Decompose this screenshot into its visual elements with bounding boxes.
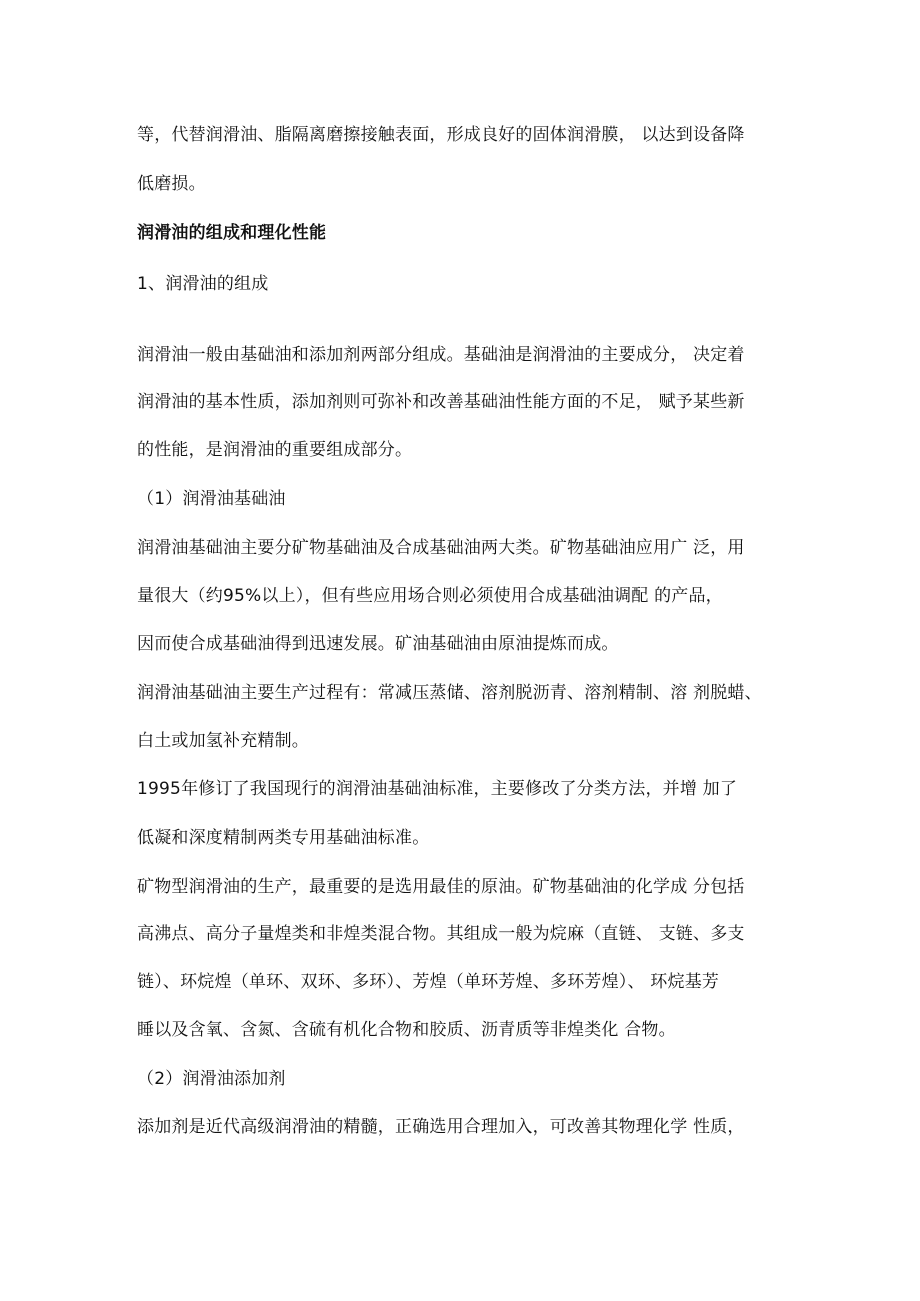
text-line: 的性能，是润滑油的重要组成部分。 bbox=[137, 440, 413, 460]
text-line: 高沸点、高分子量煌类和非煌类混合物。其组成一般为烷麻（直链、 支链、多支 bbox=[137, 924, 745, 944]
text-line: 量很大（约95%以上），但有些应用场合则必须使用合成基础油调配 的产品， bbox=[137, 586, 723, 606]
text-line: 润滑油基础油主要分矿物基础油及合成基础油两大类。矿物基础油应用广 泛，用 bbox=[137, 538, 745, 558]
text-line: 链）、环烷煌（单环、双环、多环）、芳煌（单环芳煌、多环芳煌）、 环烷基芳 bbox=[137, 972, 720, 992]
text-line: 因而使合成基础油得到迅速发展。矿油基础油由原油提炼而成。 bbox=[137, 634, 619, 654]
subsection-heading: 1、润滑油的组成 bbox=[137, 274, 269, 294]
text-line: 1995年修订了我国现行的润滑油基础油标准，主要修改了分类方法，并增 加了 bbox=[137, 779, 738, 799]
text-line: 低凝和深度精制两类专用基础油标准。 bbox=[137, 828, 430, 848]
text-line: 矿物型润滑油的生产，最重要的是选用最佳的原油。矿物基础油的化学成 分包括 bbox=[137, 877, 745, 897]
text-line: 润滑油一般由基础油和添加剂两部分组成。基础油是润滑油的主要成分， 决定着 bbox=[137, 345, 745, 365]
text-line: 低磨损。 bbox=[137, 174, 206, 194]
text-line: 白土或加氢补充精制。 bbox=[137, 731, 309, 751]
subsection-heading: （2）润滑油添加剂 bbox=[137, 1069, 286, 1089]
section-heading: 润滑油的组成和理化性能 bbox=[137, 223, 327, 243]
text-line: 润滑油基础油主要生产过程有：常减压蒸储、溶剂脱沥青、溶剂精制、溶 剂脱蜡、 bbox=[137, 683, 762, 703]
subsection-heading: （1）润滑油基础油 bbox=[137, 489, 286, 509]
text-line: 睡以及含氧、含氮、含硫有机化合物和胶质、沥青质等非煌类化 合物。 bbox=[137, 1020, 676, 1040]
text-line: 润滑油的基本性质，添加剂则可弥补和改善基础油性能方面的不足， 赋予某些新 bbox=[137, 392, 745, 412]
text-line: 添加剂是近代高级润滑油的精髓，正确选用合理加入，可改善其物理化学 性质， bbox=[137, 1117, 745, 1137]
text-line: 等，代替润滑油、脂隔离磨擦接触表面，形成良好的固体润滑膜， 以达到设备降 bbox=[137, 125, 745, 145]
